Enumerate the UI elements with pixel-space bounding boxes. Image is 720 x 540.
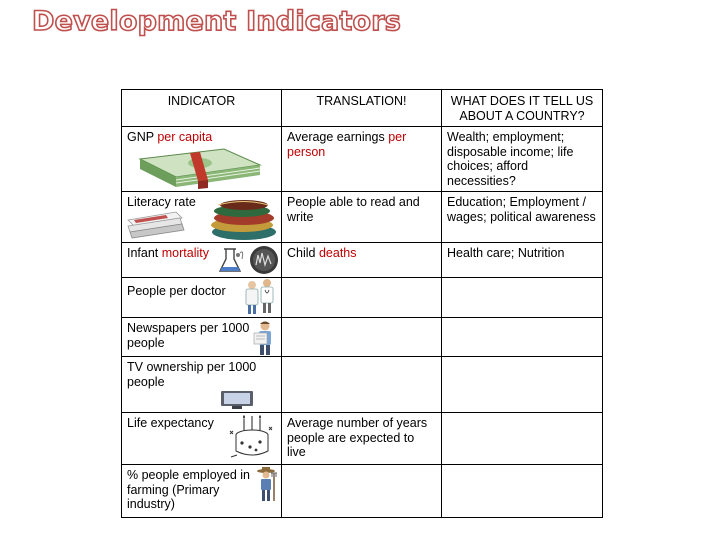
indicator-label: TV ownership per 1000 people: [127, 360, 257, 389]
indicator-cell: [122, 413, 282, 465]
table-row: [122, 357, 603, 413]
table-row: [122, 465, 603, 518]
header-translation: TRANSLATION!: [282, 90, 442, 127]
meaning-cell: Health care; Nutrition: [442, 243, 603, 278]
translation-cell: Child deaths: [282, 243, 442, 278]
meaning-cell: [442, 357, 603, 413]
table-row: [122, 127, 603, 192]
meaning-cell: [442, 318, 603, 357]
table-row: [122, 413, 603, 465]
table-row: [122, 243, 603, 278]
indicator-cell: GNP per capita: [122, 127, 282, 192]
meaning-cell: Wealth; employment; disposable income; life choices; afford necessities?: [442, 127, 603, 192]
medical-icon: [218, 245, 280, 275]
header-meaning: WHAT DOES IT TELL US ABOUT A COUNTRY?: [442, 90, 603, 127]
indicator-label: People per doctor: [127, 284, 226, 298]
indicator-cell: [122, 318, 282, 357]
indicators-table: [121, 89, 603, 518]
books-stack-icon: [126, 198, 278, 242]
doctors-icon: [242, 278, 278, 316]
indicator-cell: [122, 465, 282, 518]
translation-cell: [282, 278, 442, 318]
farmer-icon: [254, 467, 278, 503]
header-indicator: INDICATOR: [122, 90, 282, 127]
table-row: [122, 278, 603, 318]
translation-cell: People able to read and write: [282, 192, 442, 243]
translation-cell: [282, 357, 442, 413]
translation-cell: [282, 465, 442, 518]
indicator-cell: [122, 357, 282, 413]
money-stack-icon: [136, 145, 264, 189]
indicator-label: % people employed in farming (Primary industry): [127, 468, 250, 511]
table-row: [122, 318, 603, 357]
indicator-label: Life expectancy: [127, 416, 214, 430]
indicator-label: Newspapers per 1000 people: [127, 321, 250, 350]
table-row: [122, 192, 603, 243]
indicator-cell: Literacy rate: [122, 192, 282, 243]
translation-cell: [282, 318, 442, 357]
table-header-row: [122, 90, 603, 127]
meaning-cell: [442, 465, 603, 518]
translation-cell: Average number of years people are expected to live: [282, 413, 442, 465]
translation-cell: Average earnings per person: [282, 127, 442, 192]
page-title: Development Indicators: [32, 6, 402, 37]
television-icon: [220, 390, 254, 410]
indicator-cell: Infant mortality: [122, 243, 282, 278]
birthday-cake-icon: [228, 413, 274, 463]
meaning-cell: [442, 413, 603, 465]
newspaper-reader-icon: [250, 320, 280, 356]
indicator-cell: [122, 278, 282, 318]
meaning-cell: Education; Employment / wages; political awareness: [442, 192, 603, 243]
meaning-cell: [442, 278, 603, 318]
